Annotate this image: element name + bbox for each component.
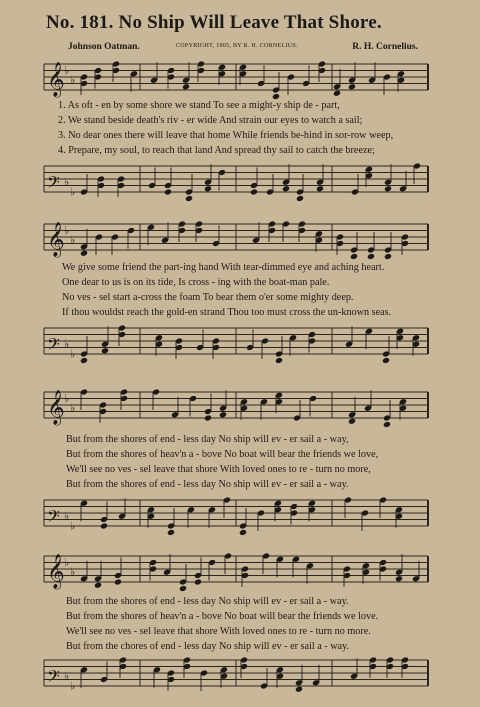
lyric-verse-3: 3. No dear ones there will leave that home While friends be-hind in sor-row weep,: [58, 130, 394, 141]
lyric-verse-4: 4. Prepare, my soul, to reach that land And spread thy sail to catch the breeze;: [58, 145, 375, 156]
note-heads: [80, 552, 420, 592]
lyric-verse-3: No ves - sel start a-cross the foam To bear them o'er some mighty deep.: [62, 292, 354, 303]
composer-name: R. H. Cornelius.: [352, 42, 418, 52]
lyric-verse-2: 2. We stand beside death's riv - er wide And strain our eyes to watch a sail;: [58, 115, 363, 126]
bass-staff-system-3: [0, 494, 480, 536]
lyric-verse-3: We'll see no ves - sel leave that shore With loved ones to re - turn no more,: [66, 464, 371, 475]
bass-staff-system-4: [0, 654, 480, 696]
treble-clef-icon: 𝄞: [47, 62, 65, 97]
note-heads: [80, 220, 409, 260]
treble-staff-system-3: [0, 386, 480, 428]
lyrics-block-system-1: [58, 98, 393, 158]
copyright-notice: COPYRIGHT, 1905, BY R. H. CORNELIUS.: [176, 43, 298, 49]
treble-clef-icon: 𝄞: [47, 390, 65, 425]
lyrics-block-system-3: [66, 432, 378, 492]
flat-sign-icon: ♭: [64, 670, 70, 683]
bass-clef-icon: 𝄢: [47, 506, 60, 530]
bass-staff-system-2: [0, 322, 480, 364]
lyric-verse-2: One dear to us is on its tide, Is cross - ing with the boat-man pale.: [62, 277, 330, 288]
bass-clef-icon: 𝄢: [47, 666, 60, 690]
flat-sign-icon: ♭: [64, 64, 70, 77]
bass-clef-icon: 𝄢: [47, 334, 60, 358]
treble-staff-system-1: [0, 58, 480, 100]
flat-sign-icon: ♭: [70, 234, 76, 247]
note-heads: [80, 388, 407, 428]
flat-sign-icon: ♭: [70, 74, 76, 87]
lyrics-block-system-4: [66, 594, 378, 654]
hymn-title: No. 181. No Ship Will Leave That Shore.: [46, 12, 382, 33]
lyric-verse-4: But from the shores of end - less day No ship will ev - er sail a - way.: [66, 479, 349, 490]
flat-sign-icon: ♭: [70, 186, 76, 199]
lyrics-block-system-2: [62, 260, 391, 320]
note-heads: [80, 496, 403, 536]
lyric-verse-4: If thou wouldst reach the gold-en strand Thou too must cross the un-known seas.: [62, 307, 392, 318]
flat-sign-icon: ♭: [64, 556, 70, 569]
lyric-verse-1: But from the shores of end - less day No ship will ev - er sail a - way.: [66, 596, 349, 607]
note-heads: [80, 60, 405, 100]
flat-sign-icon: ♭: [70, 520, 76, 533]
treble-staff-system-2: [0, 218, 480, 260]
note-heads: [80, 324, 420, 364]
flat-sign-icon: ♭: [70, 348, 76, 361]
flat-sign-icon: ♭: [70, 680, 76, 693]
lyric-verse-4: But from the chores of end - less day No ship will ev - er sail a - way.: [66, 641, 350, 652]
lyricist-name: Johnson Oatman.: [68, 42, 140, 52]
flat-sign-icon: ♭: [64, 224, 70, 237]
lyric-verse-1: But from the shores of end - less day No ship will ev - er sail a - way,: [66, 434, 349, 445]
flat-sign-icon: ♭: [64, 176, 70, 189]
flat-sign-icon: ♭: [64, 510, 70, 523]
note-heads: [80, 162, 421, 202]
lyric-verse-1: 1. As oft - en by some shore we stand To see a might-y ship de - part,: [58, 100, 340, 111]
treble-clef-icon: 𝄞: [47, 554, 65, 589]
flat-sign-icon: ♭: [70, 566, 76, 579]
note-heads: [80, 656, 409, 692]
lyric-verse-2: But from the shores of heav'n a - bove No boat will bear the friends we love,: [66, 449, 379, 460]
bass-staff-system-1: [0, 160, 480, 202]
hymn-credits: [68, 42, 418, 56]
bass-clef-icon: 𝄢: [47, 172, 60, 196]
lyric-verse-1: We give some friend the part-ing hand With tear-dimmed eye and aching heart.: [62, 262, 385, 273]
flat-sign-icon: ♭: [70, 402, 76, 415]
flat-sign-icon: ♭: [64, 338, 70, 351]
lyric-verse-2: But from the shores of heav'n a - bove No boat will bear the friends we love.: [66, 611, 379, 622]
flat-sign-icon: ♭: [64, 392, 70, 405]
lyric-verse-3: We'll see no ves - sel leave that shore With loved ones to re - turn no more.: [66, 626, 371, 637]
treble-clef-icon: 𝄞: [47, 222, 65, 257]
treble-staff-system-4: [0, 550, 480, 592]
